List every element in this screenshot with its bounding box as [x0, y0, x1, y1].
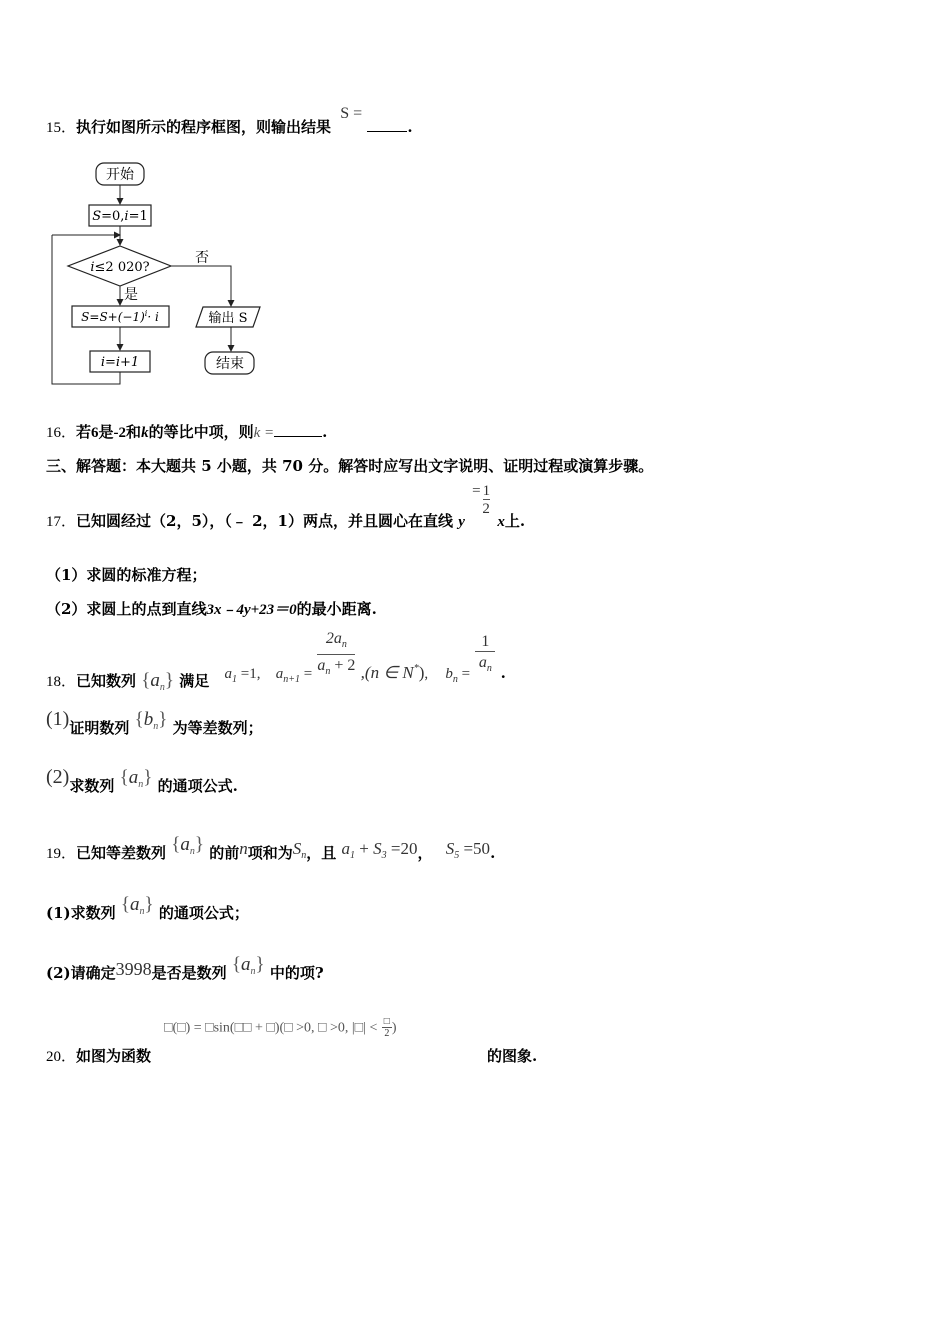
q19-S: $S_n$ — [292, 839, 307, 861]
q20-formula-close: ) — [391, 1020, 397, 1036]
q17-frac-top: 1 — [482, 483, 491, 499]
q18-cond2: $a_{n+1}$ = — [275, 665, 313, 685]
q19-p1-seq: $\{a_n\}$ — [120, 894, 154, 917]
flow-inc-label: i=i+1 — [100, 355, 140, 370]
q16-line — [46, 421, 327, 442]
q16-text-d: 的等比中项，则 — [148, 423, 254, 441]
q16-blank — [274, 422, 322, 437]
q18-part1 — [46, 708, 263, 740]
q17-y: y — [458, 514, 465, 530]
q16-text-b: 是 — [98, 423, 114, 441]
q19-number: 19． — [46, 846, 77, 862]
q18-number: 18． — [46, 673, 77, 690]
q17-eq: = — [472, 483, 481, 499]
q18-part2 — [46, 766, 238, 798]
flow-decision-label: i≤2 020? — [90, 260, 150, 275]
q16-math: k = — [253, 425, 275, 441]
flow-yes-label: 是 — [124, 287, 138, 303]
q17-frac-bot: 2 — [482, 501, 490, 517]
q20-tail: 的图象. — [487, 1047, 538, 1065]
q19-text-a: 已知等差数列 — [76, 844, 167, 862]
q19-part1 — [46, 894, 249, 925]
q20-formula-frac: $\frac{□}{2}$ — [383, 1016, 390, 1039]
q17-part2 — [46, 598, 377, 619]
q20-line — [46, 1045, 151, 1066]
q18-b-fraction: $\frac{1}{a_n}$ — [475, 633, 495, 678]
q18-fraction: $\frac{2a_n}{a_n + 2}$ — [317, 630, 356, 677]
q18-comma: , — [424, 665, 429, 682]
q19-n: n — [239, 839, 248, 858]
q19-text-d: ，且 — [306, 844, 337, 862]
q17-part2-a: （2）求圆上的点到直线 — [46, 600, 207, 618]
q19-cond2: $S_5 =50$ — [445, 839, 491, 861]
q15-number: 15． — [46, 120, 77, 136]
flow-init-label: S=0,i=1 — [92, 209, 148, 224]
q19-p1-b: 的通项公式； — [158, 904, 249, 922]
q19-p2-seq: $\{a_n\}$ — [231, 954, 265, 977]
q18-p1-seq: $\{b_n\}$ — [134, 709, 168, 732]
flow-no-label: 否 — [195, 250, 209, 266]
q19-line — [46, 834, 496, 865]
q18-domain: ,(n ∈ N*) — [360, 662, 425, 682]
flow-output-label: 输出 S — [208, 311, 248, 326]
q16-minus2: -2 — [113, 425, 127, 441]
q18-cond1: $a_1 =1$, — [224, 665, 261, 685]
q19-p2-b: 是否是数列 — [151, 964, 227, 982]
q19-p2-a: (2)请确定 — [46, 964, 116, 982]
q18-p2-a: 求数列 — [69, 777, 115, 795]
q16-text-a: 若 — [76, 423, 92, 441]
section3-title: 三、解答题：本大题共 5 小题，共 70 分。解答时应写出文字说明、证明过程或演算步骤。 — [46, 457, 654, 475]
q17-tail: 上. — [504, 512, 526, 530]
q19-cond1: $a_1 + S_3 =20$ — [341, 839, 418, 861]
q18-p1-a: 证明数列 — [69, 719, 130, 737]
q19-p1-a: (1)求数列 — [46, 904, 116, 922]
q19-p2-c: 中的项? — [269, 964, 324, 982]
q16-k: k — [141, 425, 149, 441]
q15-line — [46, 105, 413, 137]
q18-p2-label: (2) — [46, 766, 70, 788]
q17-line — [46, 482, 526, 530]
q18-p2-seq: $\{a_n\}$ — [119, 767, 153, 790]
q15-blank — [367, 117, 407, 132]
q16-end: . — [322, 423, 328, 441]
q19-part2 — [46, 954, 324, 985]
q16-six: 6 — [91, 425, 99, 441]
q18-end: . — [500, 663, 506, 682]
q18-seq: $\{a_n\}$ — [141, 669, 175, 693]
q18-text-b: 满足 — [179, 671, 210, 690]
q19-seq: $\{a_n\}$ — [171, 834, 205, 857]
q19-text-b: 的前 — [209, 844, 240, 862]
q16-number: 16． — [46, 425, 77, 441]
q19-comma: ， — [417, 844, 433, 862]
q19-p2-num: 3998 — [115, 959, 152, 979]
q18-p1-label: (1) — [46, 708, 70, 730]
q18-text-a: 已知数列 — [76, 671, 137, 690]
q18-b: $b_n$ = — [445, 665, 471, 685]
q17-number: 17． — [46, 514, 77, 530]
q17-text: 已知圆经过（2，5），（﹣ 2，1）两点，并且圆心在直线 — [76, 512, 453, 530]
q19-text-c: 项和为 — [247, 844, 293, 862]
q15-math: S = — [340, 105, 363, 122]
q20-number: 20． — [46, 1049, 77, 1065]
q18-p2-b: 的通项公式. — [157, 777, 238, 795]
q19-end: . — [490, 844, 496, 862]
q20-formula — [164, 1016, 397, 1039]
q17-part2-eq: 3x﹣4y+23＝0 — [206, 602, 297, 618]
q17-x: x — [497, 514, 505, 530]
q16-text-c: 和 — [126, 423, 142, 441]
q18-line — [46, 630, 506, 693]
flow-start-label: 开始 — [106, 167, 134, 183]
q17-fraction — [470, 482, 492, 518]
q15-end: . — [407, 118, 413, 136]
q18-p1-b: 为等差数列； — [172, 719, 263, 737]
q20-formula-text: □(□) = □sin(□□ + □)(□ >0, □ >0, |□| < — [164, 1020, 378, 1036]
q17-part2-b: 的最小距离. — [296, 600, 377, 618]
q17-part1: （1）求圆的标准方程； — [46, 566, 207, 584]
flowchart — [45, 158, 275, 393]
q15-text: 执行如图所示的程序框图，则输出结果 — [76, 118, 332, 136]
flow-end-label: 结束 — [216, 356, 244, 372]
flow-update-label: $S=S+(-1)^i\cdot i$ — [81, 309, 159, 324]
q20-text-a: 如图为函数 — [76, 1047, 152, 1065]
